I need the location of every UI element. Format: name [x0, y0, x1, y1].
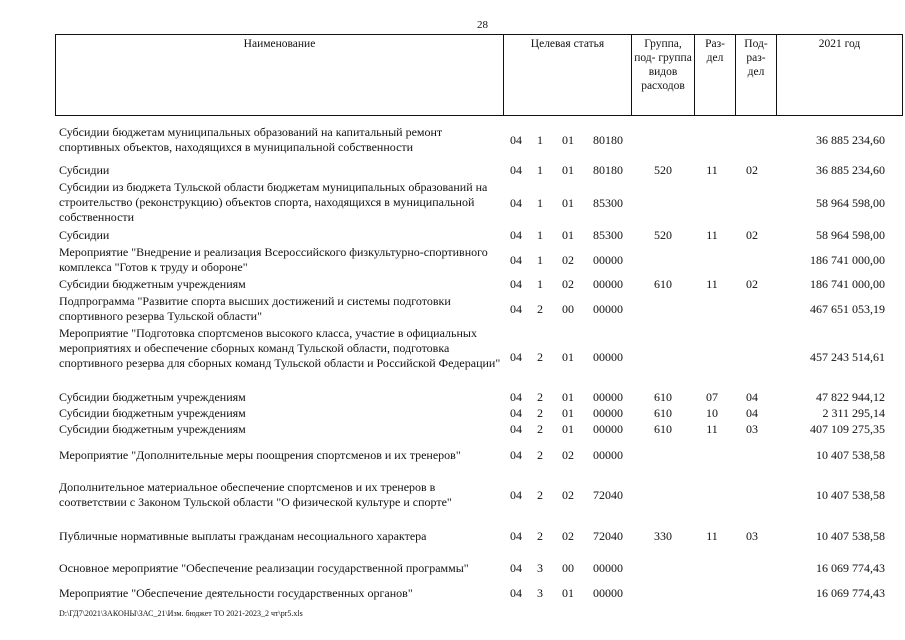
cell-code-1: 04 — [510, 529, 522, 543]
row-name: Мероприятие "Внедрение и реализация Всероссийского физкультурно-спортивного комплекса "Готов к труду и обороне" — [59, 245, 488, 274]
cell-amount: 457 243 514,61 — [810, 350, 885, 364]
cell-amount: 10 407 538,58 — [816, 529, 885, 543]
cell-code-2: 2 — [537, 350, 543, 364]
cell-code-2: 2 — [537, 422, 543, 436]
header-section: Раз- дел — [695, 35, 736, 116]
cell-group: 520 — [654, 228, 672, 242]
cell-group: 610 — [654, 390, 672, 404]
footer-file-path: D:\ГД7\2021\ЗАКОНЫ\ЗАС_21\Изм. бюджет ТО 2021-2023_2 чт\pr5.xls — [59, 609, 303, 618]
cell-code-4: 00000 — [593, 302, 623, 316]
cell-code-1: 04 — [510, 561, 522, 575]
cell-code-4: 00000 — [593, 448, 623, 462]
cell-code-4: 00000 — [593, 586, 623, 600]
cell-code-4: 72040 — [593, 529, 623, 543]
cell-code-3: 01 — [562, 228, 574, 242]
cell-group: 610 — [654, 422, 672, 436]
cell-code-3: 01 — [562, 133, 574, 147]
cell-code-3: 02 — [562, 488, 574, 502]
cell-code-1: 04 — [510, 586, 522, 600]
cell-subsection: 04 — [746, 390, 758, 404]
cell-code-3: 01 — [562, 350, 574, 364]
cell-group: 330 — [654, 529, 672, 543]
cell-code-3: 02 — [562, 253, 574, 267]
cell-code-1: 04 — [510, 390, 522, 404]
row-name: Мероприятие "Дополнительные меры поощрения спортсменов и их тренеров" — [59, 448, 461, 462]
cell-code-4: 00000 — [593, 422, 623, 436]
cell-section: 07 — [706, 390, 718, 404]
row-name: Субсидии бюджетным учреждениям — [59, 406, 246, 420]
cell-code-3: 01 — [562, 406, 574, 420]
cell-code-1: 04 — [510, 448, 522, 462]
cell-code-1: 04 — [510, 196, 522, 210]
cell-amount: 58 964 598,00 — [816, 228, 885, 242]
cell-code-1: 04 — [510, 406, 522, 420]
cell-code-2: 3 — [537, 561, 543, 575]
cell-code-1: 04 — [510, 163, 522, 177]
row-name: Субсидии бюджетным учреждениям — [59, 277, 246, 291]
cell-code-2: 1 — [537, 228, 543, 242]
cell-code-2: 1 — [537, 253, 543, 267]
header-name: Наименование — [56, 35, 504, 116]
cell-code-2: 1 — [537, 277, 543, 291]
cell-code-2: 2 — [537, 390, 543, 404]
cell-amount: 58 964 598,00 — [816, 196, 885, 210]
cell-code-4: 00000 — [593, 406, 623, 420]
cell-amount: 16 069 774,43 — [816, 586, 885, 600]
cell-section: 11 — [706, 529, 718, 543]
cell-code-1: 04 — [510, 350, 522, 364]
cell-amount: 2 311 295,14 — [822, 406, 885, 420]
cell-code-2: 1 — [537, 163, 543, 177]
cell-code-2: 2 — [537, 529, 543, 543]
cell-code-4: 80180 — [593, 133, 623, 147]
cell-code-1: 04 — [510, 277, 522, 291]
cell-amount: 36 885 234,60 — [816, 133, 885, 147]
row-name: Мероприятие "Обеспечение деятельности государственных органов" — [59, 586, 413, 600]
header-expense-group: Группа, под- группа видов расходов — [632, 35, 695, 116]
row-name: Публичные нормативные выплаты гражданам несоциального характера — [59, 529, 427, 543]
cell-code-3: 01 — [562, 196, 574, 210]
row-name: Субсидии — [59, 228, 110, 242]
cell-amount: 47 822 944,12 — [816, 390, 885, 404]
cell-code-2: 2 — [537, 302, 543, 316]
cell-subsection: 02 — [746, 228, 758, 242]
cell-code-3: 02 — [562, 448, 574, 462]
cell-code-2: 1 — [537, 133, 543, 147]
row-name: Субсидии из бюджета Тульской области бюджетам муниципальных образований на строительство (реконструкцию) объектов спорта, находящихся в муниципальной собственности — [59, 180, 488, 224]
cell-subsection: 02 — [746, 277, 758, 291]
cell-amount: 186 741 000,00 — [810, 277, 885, 291]
header-target-article: Целевая статья — [504, 35, 632, 116]
cell-code-4: 80180 — [593, 163, 623, 177]
cell-section: 11 — [706, 422, 718, 436]
cell-section: 11 — [706, 277, 718, 291]
cell-code-1: 04 — [510, 422, 522, 436]
cell-code-1: 04 — [510, 133, 522, 147]
cell-amount: 467 651 053,19 — [810, 302, 885, 316]
cell-code-2: 1 — [537, 196, 543, 210]
row-name: Дополнительное материальное обеспечение спортсменов и их тренеров в соответствии с Законом Тульской области "О физической культуре и спорте" — [59, 480, 452, 509]
cell-code-2: 2 — [537, 448, 543, 462]
row-name: Подпрограмма "Развитие спорта высших достижений и системы подготовки спортивного резерва Тульской области" — [59, 294, 451, 323]
cell-code-4: 00000 — [593, 561, 623, 575]
header-year: 2021 год — [777, 35, 903, 116]
row-name: Субсидии бюджетным учреждениям — [59, 422, 246, 436]
cell-code-2: 2 — [537, 406, 543, 420]
cell-subsection: 03 — [746, 422, 758, 436]
cell-code-2: 2 — [537, 488, 543, 502]
cell-amount: 407 109 275,35 — [810, 422, 885, 436]
cell-group: 610 — [654, 406, 672, 420]
cell-code-3: 01 — [562, 586, 574, 600]
cell-amount: 186 741 000,00 — [810, 253, 885, 267]
cell-amount: 16 069 774,43 — [816, 561, 885, 575]
cell-code-1: 04 — [510, 302, 522, 316]
cell-code-3: 01 — [562, 390, 574, 404]
cell-subsection: 02 — [746, 163, 758, 177]
row-name: Субсидии бюджетам муниципальных образований на капитальный ремонт спортивных объектов, находящихся в муниципальной собственности — [59, 125, 443, 154]
cell-amount: 10 407 538,58 — [816, 488, 885, 502]
cell-code-4: 85300 — [593, 196, 623, 210]
cell-code-3: 01 — [562, 422, 574, 436]
cell-code-3: 01 — [562, 163, 574, 177]
cell-code-1: 04 — [510, 488, 522, 502]
cell-group: 610 — [654, 277, 672, 291]
cell-code-3: 02 — [562, 277, 574, 291]
cell-subsection: 03 — [746, 529, 758, 543]
cell-code-4: 00000 — [593, 390, 623, 404]
cell-code-2: 3 — [537, 586, 543, 600]
row-name: Мероприятие "Подготовка спортсменов высокого класса, участие в официальных мероприятиях и обеспечение сборных команд Тульской области, подготовка спортивного резерва для сборных команд Тульской области и Российской Федерации" — [59, 326, 501, 370]
cell-code-4: 85300 — [593, 228, 623, 242]
cell-section: 11 — [706, 228, 718, 242]
row-name: Субсидии — [59, 163, 110, 177]
cell-code-3: 00 — [562, 302, 574, 316]
cell-code-3: 02 — [562, 529, 574, 543]
header-subsection: Под- раз- дел — [736, 35, 777, 116]
cell-code-4: 00000 — [593, 253, 623, 267]
cell-group: 520 — [654, 163, 672, 177]
page-number: 28 — [477, 19, 488, 31]
cell-code-1: 04 — [510, 253, 522, 267]
cell-code-4: 00000 — [593, 350, 623, 364]
cell-amount: 36 885 234,60 — [816, 163, 885, 177]
cell-code-4: 72040 — [593, 488, 623, 502]
cell-section: 11 — [706, 163, 718, 177]
cell-code-3: 00 — [562, 561, 574, 575]
cell-amount: 10 407 538,58 — [816, 448, 885, 462]
row-name: Субсидии бюджетным учреждениям — [59, 390, 246, 404]
row-name: Основное мероприятие "Обеспечение реализации государственной программы" — [59, 561, 469, 575]
cell-subsection: 04 — [746, 406, 758, 420]
cell-code-4: 00000 — [593, 277, 623, 291]
cell-code-1: 04 — [510, 228, 522, 242]
cell-section: 10 — [706, 406, 718, 420]
